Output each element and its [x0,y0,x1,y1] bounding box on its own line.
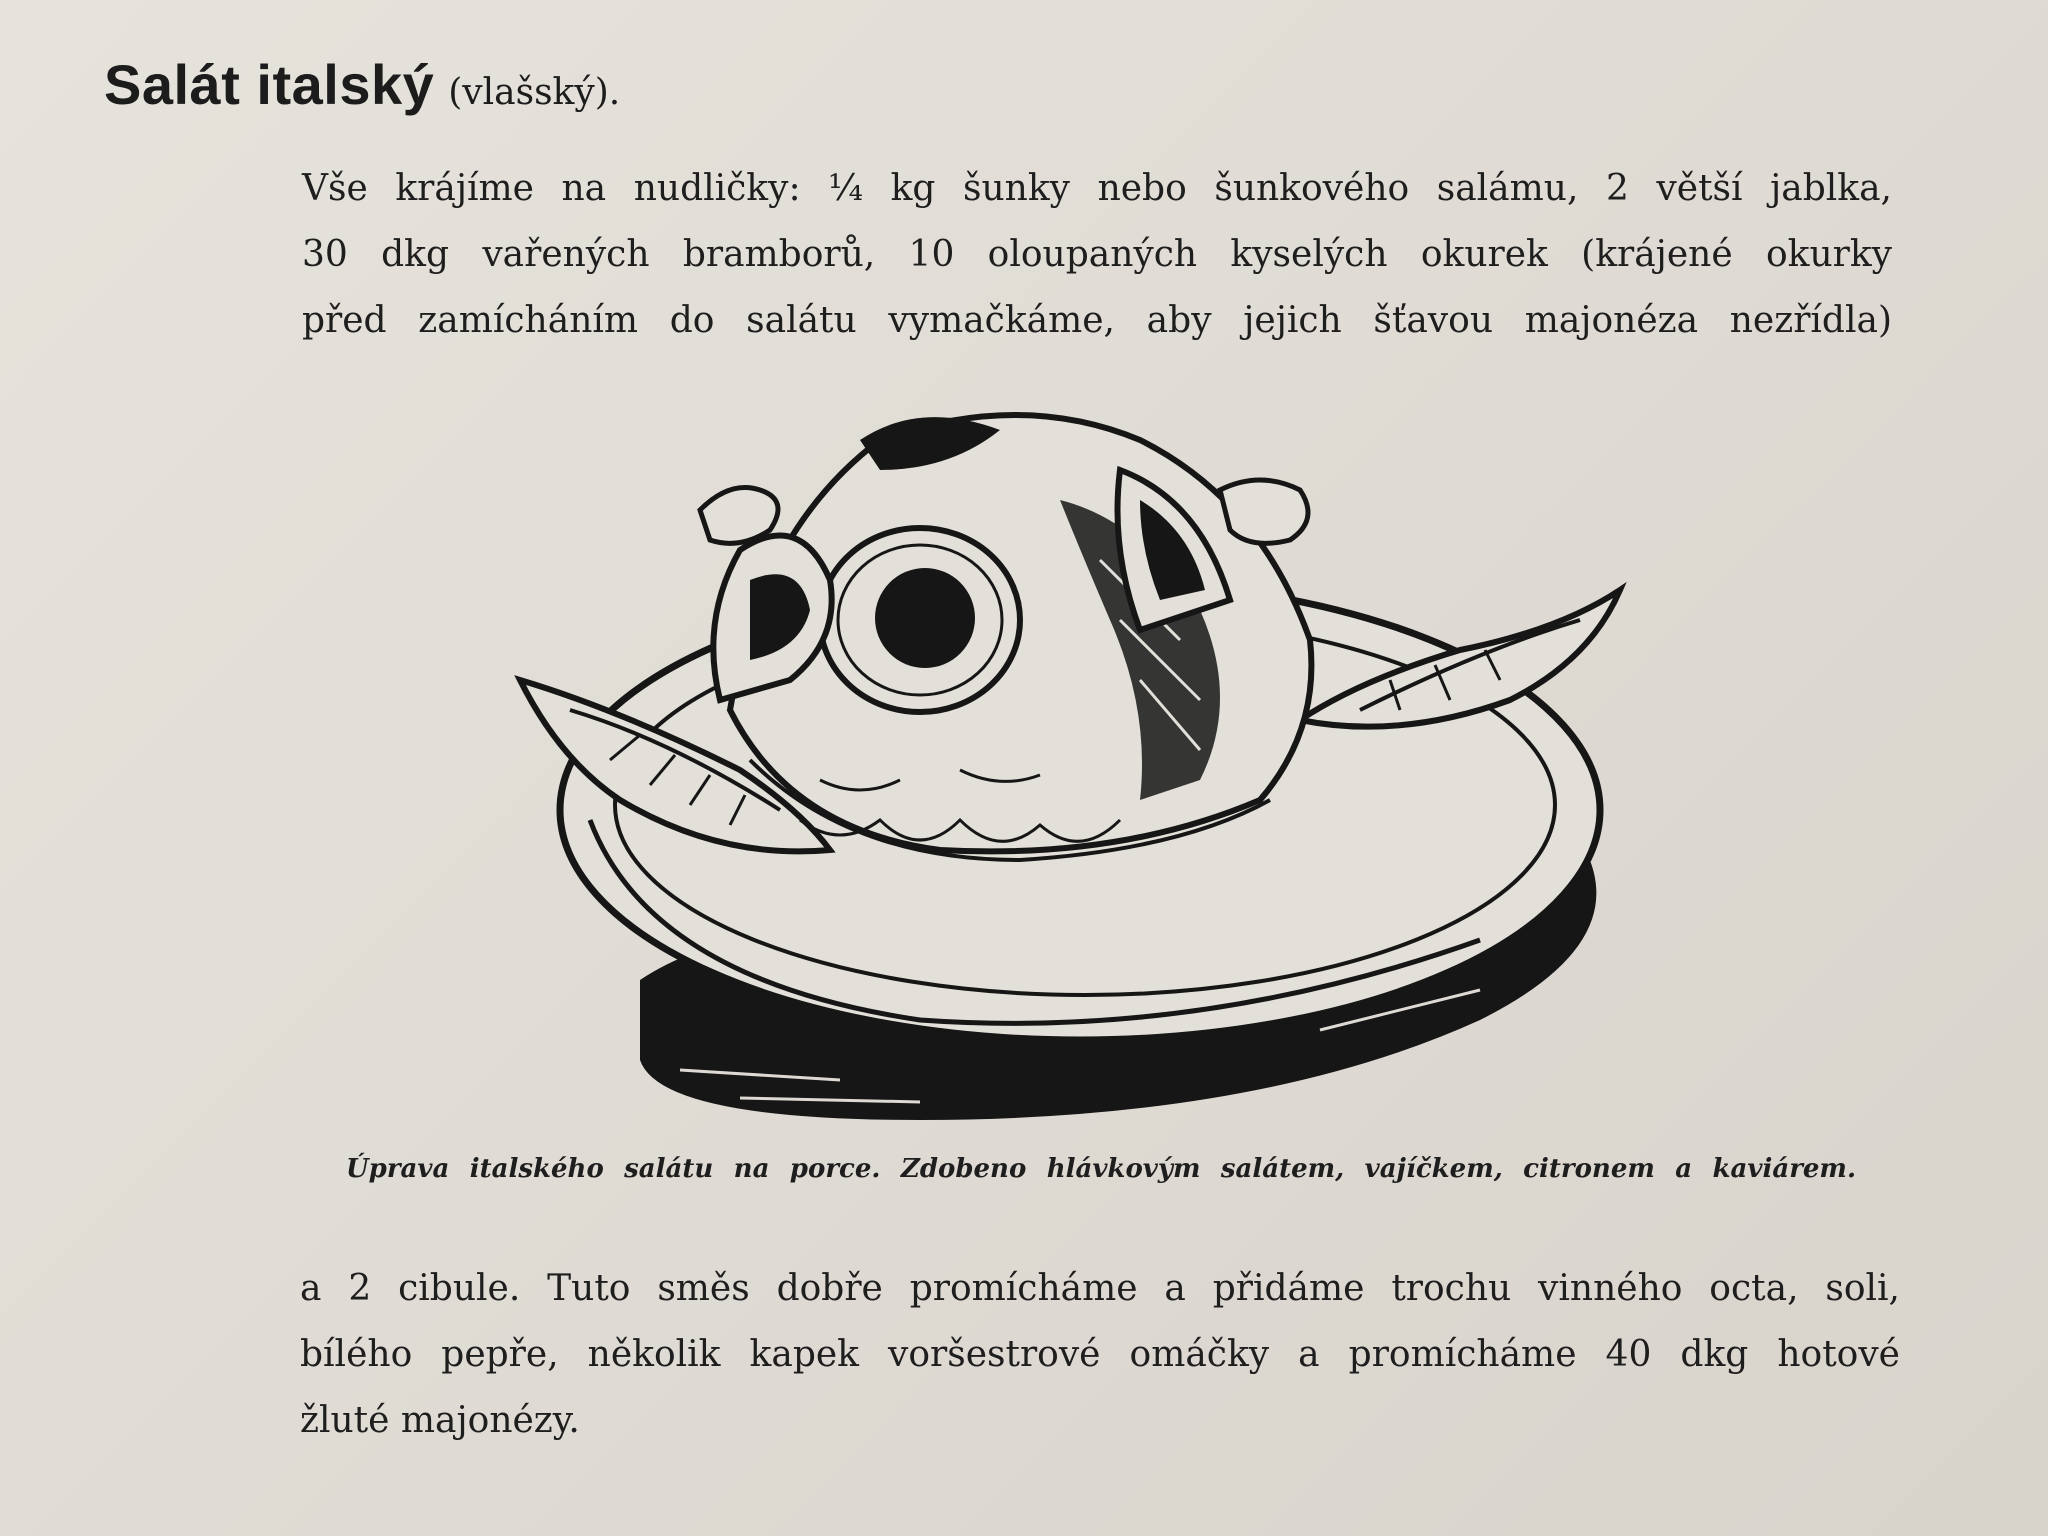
recipe-subtitle: (vlašský). [448,72,621,113]
egg-slice-center [820,528,1020,712]
recipe-heading [104,52,620,117]
text-line: Vše krájíme na nudličky: ¼ kg šunky nebo šunkového salámu, 2 větší jablka, [302,168,1892,209]
recipe-title: Salát italský [104,53,435,116]
text-line: bílého pepře, několik kapek voršestrové omáčky a promícháme 40 dkg hotové [300,1334,1900,1375]
text-line: žluté majonézy. [300,1400,580,1441]
salad-illustration [500,380,1660,1140]
illustration-caption: Úprava italského salátu na porce. Zdobeno hlávkovým salátem, vajíčkem, citronem a kaviárem. [346,1154,1856,1184]
text-line: 30 dkg vařených bramborů, 10 oloupaných kyselých okurek (krájené okurky [302,234,1892,275]
method-paragraph [300,1256,1900,1454]
ingredients-paragraph [302,156,1892,354]
text-line: a 2 cibule. Tuto směs dobře promícháme a přidáme trochu vinného octa, soli, [300,1268,1900,1309]
text-line: před zamícháním do salátu vymačkáme, aby jejich šťavou majonéza nezřídla) [302,300,1892,341]
